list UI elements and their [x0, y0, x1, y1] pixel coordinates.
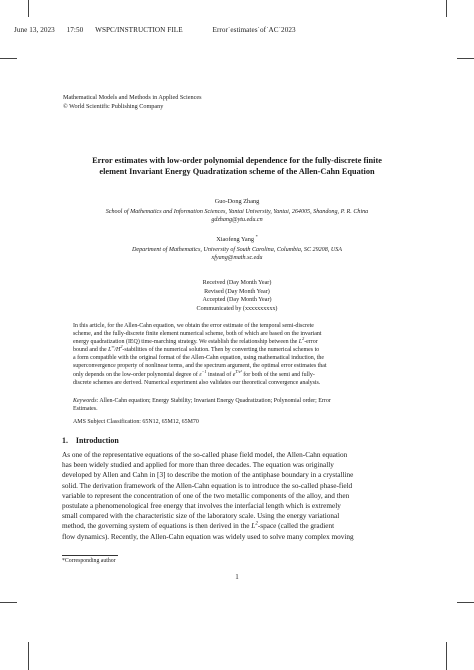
author-2-corresponding-mark: *: [255, 233, 258, 239]
page-number: 1: [235, 573, 239, 581]
crop-mark-right-upper-h: [457, 58, 474, 59]
body-line: postulate a phenomenological free energy that involves the interfacial length which is extremely: [62, 502, 341, 511]
body-line: has been widely studied and applied for more than three decades. The equation was originally: [62, 461, 334, 470]
abstract-line: [73, 346, 403, 354]
footnote-rule: [62, 555, 118, 556]
abstract-line: [73, 338, 403, 346]
body-line: solid. The derivation framework of the Allen-Cahn equation is to introduce the so-called phase-field: [62, 481, 353, 490]
running-head-file: WSPC/INSTRUCTION FILE: [95, 26, 183, 34]
crop-mark-top-left-v: [28, 0, 29, 17]
keywords-line-2: Estimates.: [73, 406, 98, 413]
crop-mark-bottom-left-v: [28, 642, 29, 670]
author-2-affiliation-text: Department of Mathematics, University of South Carolina, Columbia, SC 29208, USA: [132, 247, 342, 253]
keywords: [73, 397, 403, 413]
author-2-email: xfyang@math.sc.edu: [211, 255, 263, 262]
crop-mark-top-right-v: [446, 0, 447, 17]
section-title: Introduction: [75, 436, 119, 445]
body-line: developed by Allen and Cahn in [3] to describe the motion of the antiphase boundary in a crystalline: [62, 471, 354, 480]
date-accepted: Accepted (Day Month Year): [202, 297, 272, 304]
abstract-text: -stabilities of the numerical solution. Then by converting the numerical schemes to: [122, 347, 320, 354]
abstract-line: discrete schemes are derived. Numerical experiment also validates our theoretical convergence analysis.: [73, 379, 321, 386]
math-eps-inverse: $\varepsilon^{-1}$: [199, 368, 207, 378]
abstract-text: instead of: [206, 371, 233, 378]
introduction-text: [62, 450, 414, 542]
section-number: 1.: [62, 436, 68, 445]
author-1-email: gdzhang@ytu.edu.cn: [211, 217, 263, 224]
abstract-text: bound and the: [73, 347, 109, 354]
abstract-text: -error: [304, 339, 318, 346]
abstract-line: superconvergence property of nonlinear terms, and the spectrum argument, the optimal error estimates that: [73, 363, 327, 370]
crop-mark-left-upper-h: [0, 58, 17, 59]
abstract: [73, 322, 403, 387]
math-exp-term: $e^{T/\varepsilon^2}$: [232, 368, 242, 378]
footnote: *Corresponding author: [62, 558, 116, 564]
abstract-line: a form compatible with the original format of the Allen-Cahn equation, using mathematical induction, the: [73, 355, 324, 362]
section-heading: [62, 436, 119, 445]
running-head-date: June 13, 2023: [14, 26, 55, 34]
body-line: flow dynamics). Recently, the Allen-Cahn equation was widely used to solve many complex moving: [62, 532, 354, 541]
body-text: method, the governing system of equations is then derived in the: [62, 522, 252, 531]
body-text: -space (called the gradient: [257, 522, 335, 531]
date-communicated: Communicated by (xxxxxxxxxx): [196, 305, 278, 312]
math-linf-h2: $L^\infty/H^2$: [108, 344, 123, 354]
abstract-text: only depends on the low-order polynomial degree of: [73, 371, 200, 378]
journal-copyright: © World Scientific Publishing Company: [63, 102, 164, 110]
keywords-label: Keywords: [73, 398, 97, 404]
abstract-line: scheme, and the fully-discrete finite element numerical scheme, both of which are based on the invariant: [73, 331, 322, 338]
author-2-affiliation: [50, 246, 424, 262]
body-line: [62, 521, 414, 531]
author-1-affiliation: [50, 208, 424, 224]
date-received: Received (Day Month Year): [202, 280, 272, 286]
running-head-time: 17:50: [66, 26, 84, 34]
crop-mark-bottom-right-v: [446, 642, 447, 670]
author-1-affiliation-text: School of Mathematics and Information Sciences, Yantai University, Yantai, 264005, Shandong, P. R. China: [105, 209, 369, 215]
author-1-name: Guo-Dong Zhang: [214, 198, 260, 205]
body-line: small compared with the characteristic size of the laboratory scale. Using the energy variational: [62, 512, 340, 521]
author-2-name: Xiaofeng Yang: [216, 236, 254, 243]
abstract-line: In this article, for the Allen-Cahn equation, we obtain the error estimate of the temporal semi-discrete: [73, 323, 314, 329]
paper-title-line-1: Error estimates with low-order polynomial dependence for the fully-discrete finite: [92, 156, 382, 165]
body-line: variable to represent the concentration of one of the two metallic components of the alloy, and then: [62, 491, 350, 500]
running-head: [14, 26, 296, 34]
journal-name: Mathematical Models and Methods in Applied Sciences: [63, 94, 202, 101]
ams-classification: AMS Subject Classification: 65N12, 65M12, 65M70: [73, 419, 199, 425]
math-l2: $L^2$: [298, 336, 305, 346]
keywords-line: [73, 397, 403, 405]
crop-mark-right-lower-h: [457, 602, 474, 603]
abstract-text: energy quadratization (IEQ) time-marching strategy. We establish the relationship between the: [73, 339, 299, 346]
body-line: As one of the representative equations of the so-called phase field model, the Allen-Cahn equation: [62, 451, 348, 459]
paper-title: [50, 155, 424, 177]
submission-dates: [50, 279, 424, 313]
running-head-short-title: Error˙estimates˙of˙AC˙2023: [212, 26, 296, 34]
math-l2-space: $L^2$: [251, 521, 258, 531]
abstract-text: for both of the semi and fully-: [241, 371, 315, 378]
keywords-text: : Allen-Cahn equation; Energy Stability; Invariant Energy Quadratization; Polynomial order; Error: [96, 398, 331, 404]
crop-mark-left-lower-h: [0, 602, 17, 603]
author-2-name-line: [50, 233, 424, 244]
abstract-line: [73, 368, 403, 379]
journal-info: [63, 94, 202, 111]
paper-title-line-2: element Invariant Energy Quadratization scheme of the Allen-Cahn Equation: [99, 167, 375, 177]
date-revised: Revised (Day Month Year): [204, 288, 270, 295]
